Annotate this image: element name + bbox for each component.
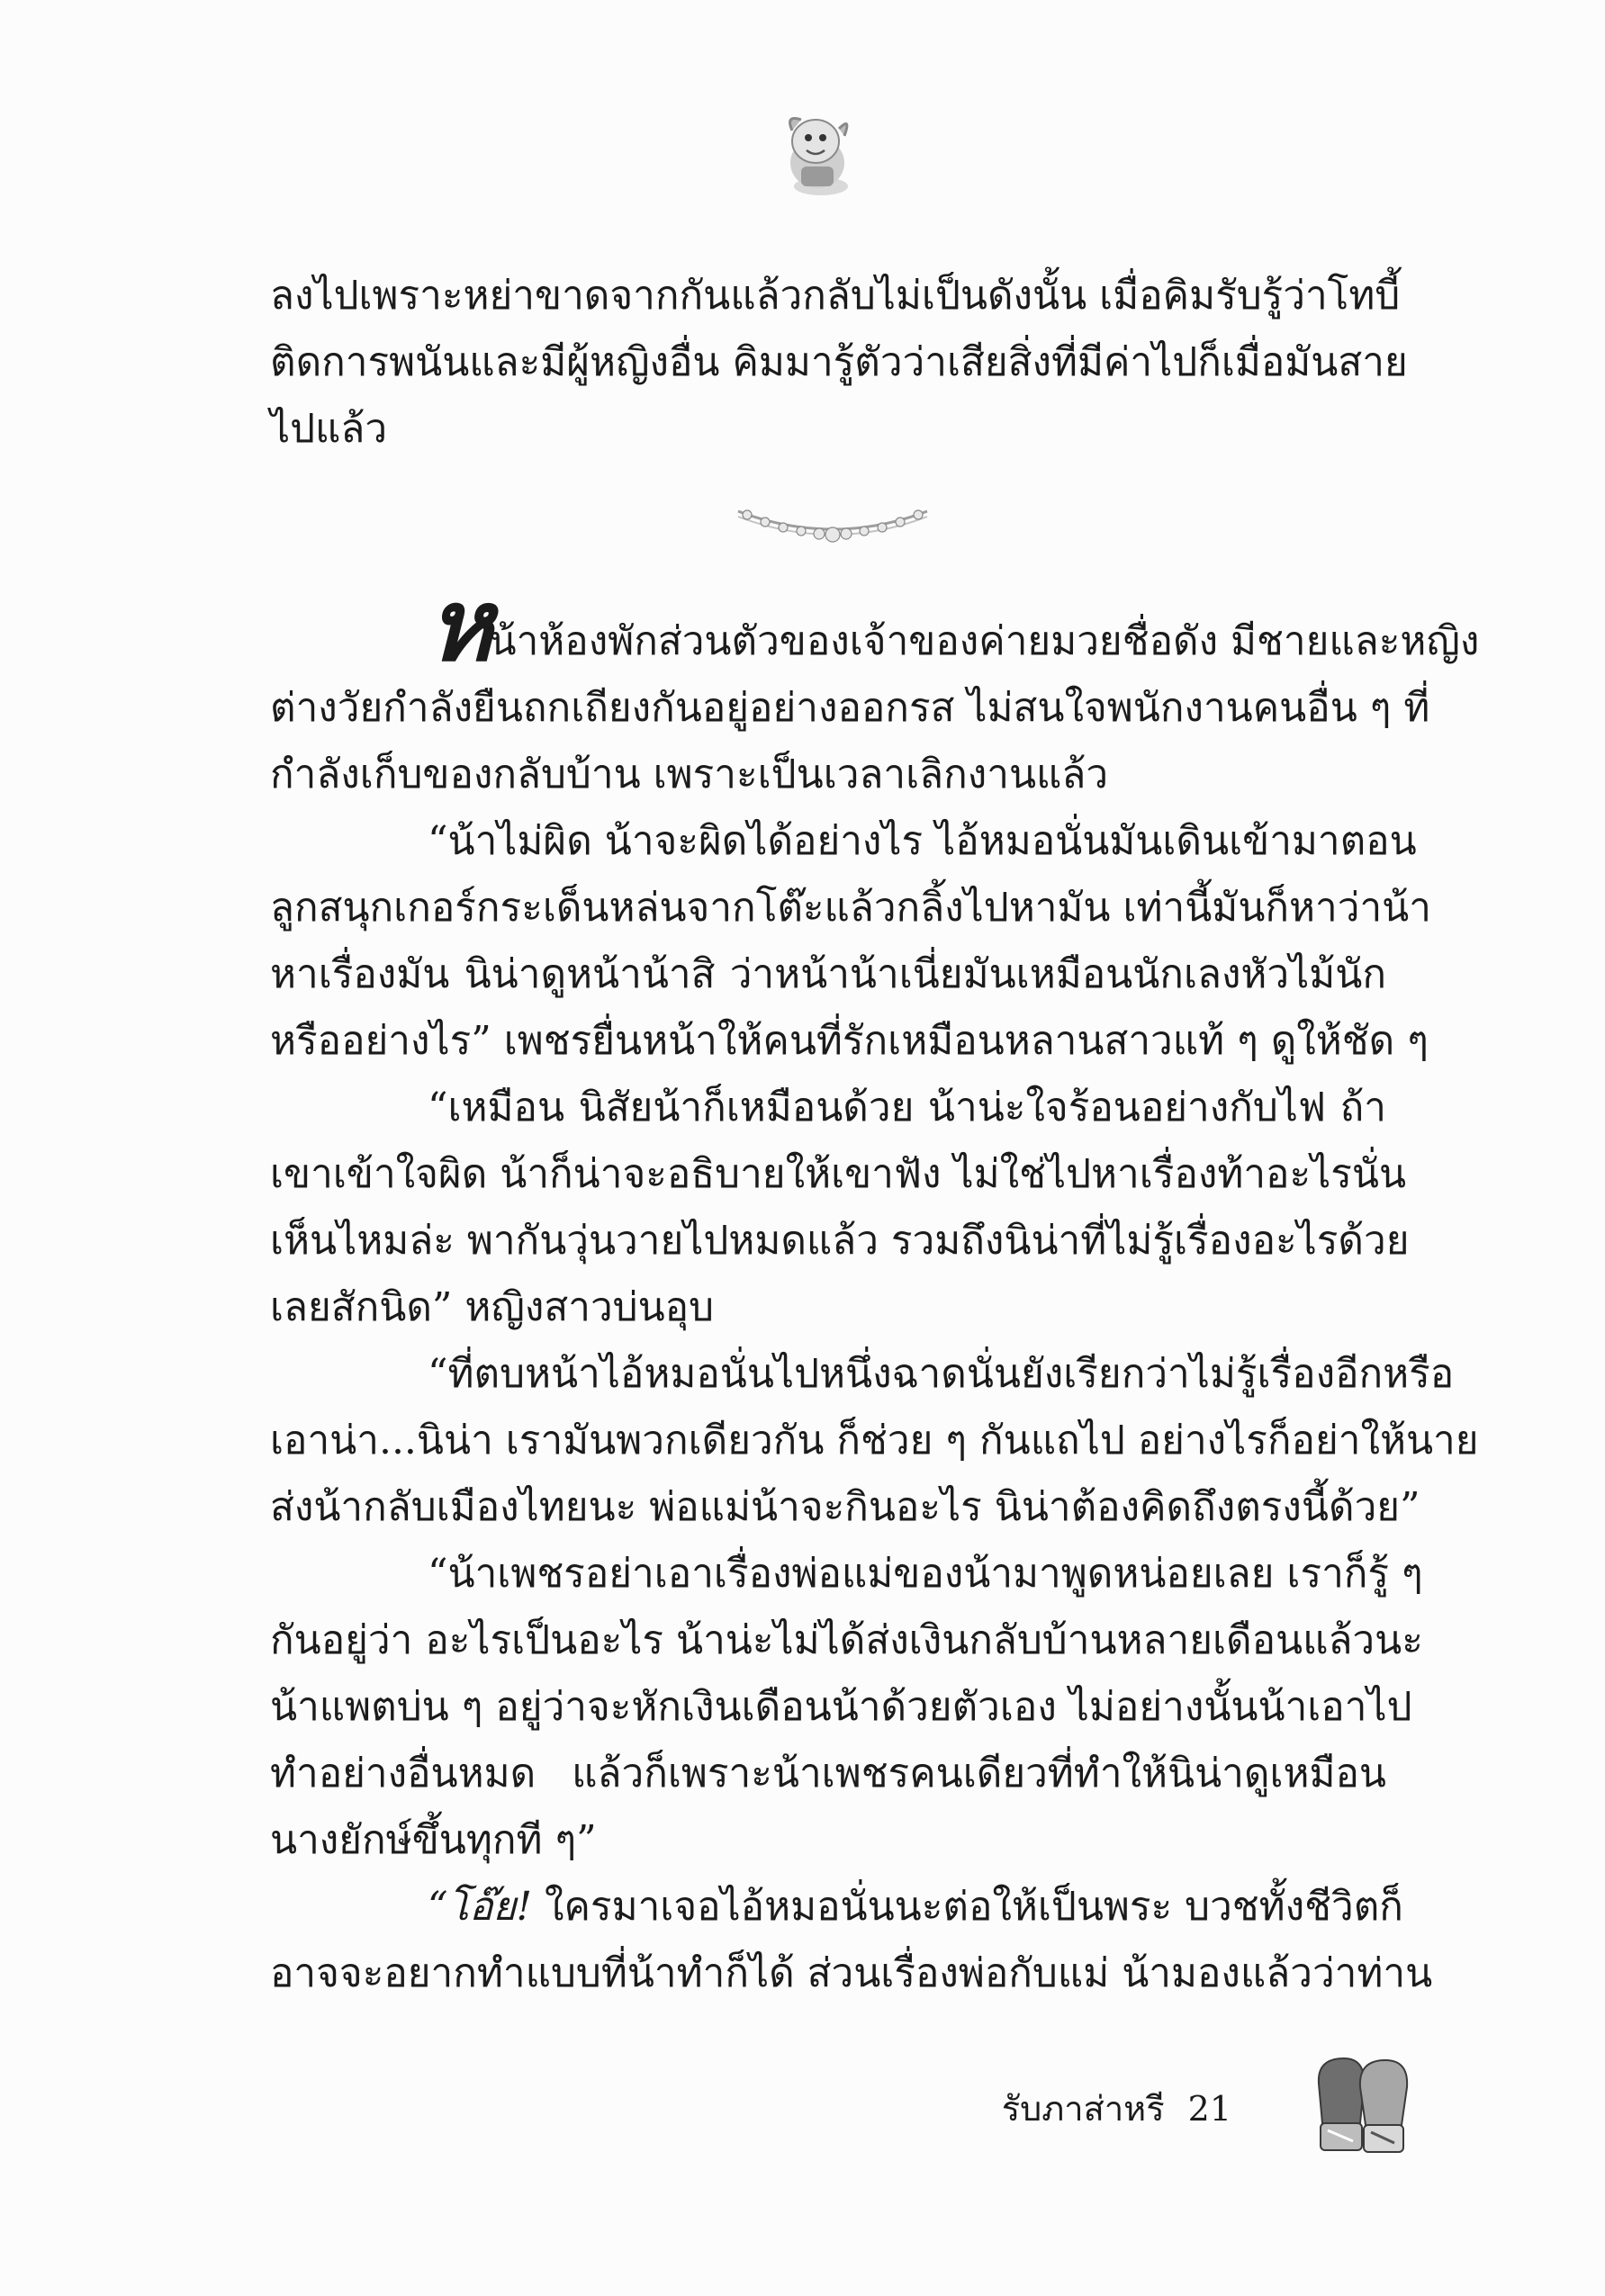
text-line: เขาเข้าใจผิด น้าก็น่าจะอธิบายให้เขาฟัง ไม่ใช่ไปหาเรื่องท้าอะไรนั่น (270, 1151, 1407, 1197)
cartoon-mascot-icon (765, 104, 873, 203)
text-line: เอาน่า...นิน่า เรามันพวกเดียวกัน ก็ช่วย ๆ กันแถไป อย่างไรก็อย่าให้นาย (270, 1418, 1479, 1463)
drop-cap: ห (428, 568, 490, 683)
text-line: ลูกสนุกเกอร์กระเด็นหล่นจากโต๊ะแล้วกลิ้งไปหามัน เท่านี้มันก็หาว่าน้า (270, 885, 1431, 931)
text-line: เห็นไหมล่ะ พากันวุ่นวายไปหมดแล้ว รวมถึงนิน่าที่ไม่รู้เรื่องอะไรด้วย (270, 1218, 1410, 1264)
text-line-with-italic (270, 1874, 1403, 1940)
text-line: “เหมือน นิสัยน้าก็เหมือนด้วย น้าน่ะใจร้อนอย่างกับไฟ ถ้า (428, 1085, 1386, 1130)
text-line: หรืออย่างไร” เพชรยื่นหน้าให้คนที่รักเหมือนหลานสาวแท้ ๆ ดูให้ชัด ๆ (270, 1018, 1429, 1064)
text-line-with-drop-cap (270, 568, 1480, 683)
text-line: “น้าไม่ผิด น้าจะผิดได้อย่างไร ไอ้หมอนั่นมันเดินเข้ามาตอน (428, 818, 1417, 864)
text-line: ติดการพนันและมีผู้หญิงอื่น คิมมารู้ตัวว่าเสียสิ่งที่มีค่าไปก็เมื่อมันสาย (270, 339, 1408, 385)
text-line: ไปแล้ว (270, 406, 388, 452)
italic-exclamation: “โอ๊ย! (428, 1884, 533, 1930)
page-number: 21 (1187, 2089, 1231, 2129)
paragraph-top (270, 263, 1408, 463)
bracelet-icon (729, 493, 936, 565)
text-line: น้าห้องพักส่วนตัวของเจ้าของค่ายมวยชื่อดัง มีชายและหญิง (489, 618, 1480, 664)
text-line: “ที่ตบหน้าไอ้หมอนั่นไปหนึ่งฉาดนั่นยังเรียกว่าไม่รู้เรื่องอีกหรือ (428, 1351, 1455, 1397)
text-line: หาเรื่องมัน นิน่าดูหน้าน้าสิ ว่าหน้าน้าเนี่ยมันเหมือนนักเลงหัวไม้นัก (270, 951, 1386, 997)
text-line: “น้าเพชรอย่าเอาเรื่องพ่อแม่ของน้ามาพูดหน่อยเลย เราก็รู้ ๆ (428, 1551, 1423, 1597)
text-line: นางยักษ์ขึ้นทุกที ๆ” (270, 1817, 597, 1863)
text-line: เลยสักนิด” หญิงสาวบ่นอุบ (270, 1284, 715, 1330)
page-footer (1002, 2086, 1231, 2131)
text-line: ลงไปเพราะหย่าขาดจากกันแล้วกลับไม่เป็นดังนั้น เมื่อคิมรับรู้ว่าโทบี้ (270, 273, 1401, 319)
boxing-gloves-icon (1301, 2048, 1422, 2165)
text-line: ต่างวัยกำลังยืนถกเถียงกันอยู่อย่างออกรส ไม่สนใจพนักงานคนอื่น ๆ ที่ (270, 685, 1430, 731)
text-line: อาจจะอยากทำแบบที่น้าทำก็ได้ ส่วนเรื่องพ่อกับแม่ น้ามองแล้วว่าท่าน (270, 1950, 1433, 1996)
text-line: ใครมาเจอไอ้หมอนั่นนะต่อให้เป็นพระ บวชทั้งชีวิตก็ (545, 1884, 1403, 1930)
text-line: น้าแพตบ่น ๆ อยู่ว่าจะหักเงินเดือนน้าด้วยตัวเอง ไม่อย่างนั้นน้าเอาไป (270, 1684, 1412, 1730)
book-title: รับภาส่าหรี (1001, 2089, 1165, 2129)
text-line: กำลังเก็บของกลับบ้าน เพราะเป็นเวลาเลิกงานแล้ว (270, 752, 1109, 797)
main-body (270, 568, 1480, 2007)
text-line: ส่งน้ากลับเมืองไทยนะ พ่อแม่น้าจะกินอะไร นิน่าต้องคิดถึงตรงนี้ด้วย” (270, 1484, 1420, 1530)
text-line: กันอยู่ว่า อะไรเป็นอะไร น้าน่ะไม่ได้ส่งเงินกลับบ้านหลายเดือนแล้วนะ (270, 1617, 1423, 1663)
text-line: ทำอย่างอื่นหมด แล้วก็เพราะน้าเพชรคนเดียวที่ทำให้นิน่าดูเหมือน (270, 1751, 1386, 1796)
